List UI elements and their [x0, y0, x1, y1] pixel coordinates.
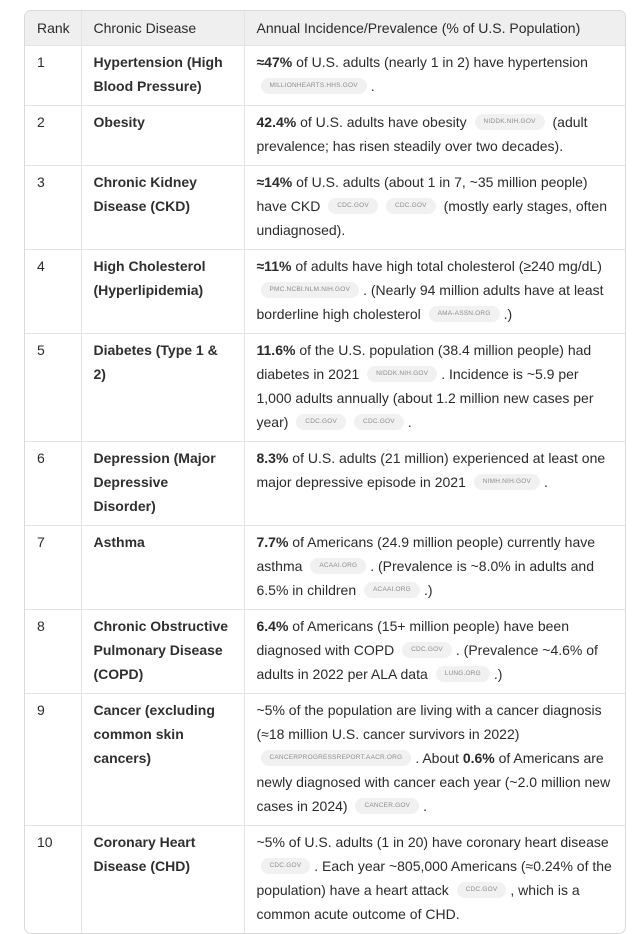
disease-name-cell: Coronary Heart Disease (CHD) — [81, 826, 244, 934]
description-text: , which is a common acute outcome of CHD. — [256, 882, 580, 922]
description-text: of adults have high total cholesterol (≥240 mg/dL) — [291, 258, 602, 274]
source-citation-link[interactable]: CDC.GOV — [354, 414, 404, 430]
description-text: . Incidence is ~5.9 per 1,000 adults annually (about 1.2 million new cases per year) — [256, 366, 594, 430]
prevalence-table-container — [24, 10, 626, 934]
description-text: ~5% of the population are living with a cancer diagnosis (≈18 million U.S. cancer survivors in 2022) — [256, 702, 602, 742]
disease-name-cell: Asthma — [81, 526, 244, 610]
prevalence-figure: 7.7% — [256, 534, 289, 550]
description-text: of the U.S. population (38.4 million people) had diabetes in 2021 — [256, 342, 592, 382]
prevalence-cell — [244, 526, 625, 610]
source-citation-link[interactable]: PMC.NCBI.NLM.NIH.GOV — [261, 282, 360, 298]
rank-cell: 5 — [25, 334, 81, 442]
source-citation-link[interactable]: NIMH.NIH.GOV — [474, 474, 540, 490]
rank-cell: 2 — [25, 106, 81, 166]
rank-cell: 7 — [25, 526, 81, 610]
rank-cell: 6 — [25, 442, 81, 526]
disease-name-cell: Diabetes (Type 1 & 2) — [81, 334, 244, 442]
header-chronic-disease: Chronic Disease — [81, 11, 244, 46]
prevalence-figure: 42.4% — [256, 114, 297, 130]
disease-name-cell: Chronic Obstructive Pulmonary Disease (COPD) — [81, 610, 244, 694]
prevalence-cell — [244, 250, 625, 334]
description-text: of Americans (15+ million people) have been diagnosed with COPD — [256, 618, 569, 658]
table-row — [25, 334, 625, 442]
description-text: .) — [423, 582, 433, 598]
description-text: . About — [415, 750, 463, 766]
prevalence-cell — [244, 334, 625, 442]
table-row — [25, 106, 625, 166]
disease-name-cell: High Cholesterol (Hyperlipidemia) — [81, 250, 244, 334]
source-citation-link[interactable]: NIDDK.NIH.GOV — [475, 114, 545, 130]
description-text: .) — [503, 306, 513, 322]
prevalence-cell — [244, 694, 625, 826]
rank-cell: 9 — [25, 694, 81, 826]
description-text: of U.S. adults have obesity — [296, 114, 471, 130]
description-text: of Americans are newly diagnosed with cancer each year (~2.0 million new cases in 2024) — [256, 750, 611, 814]
source-citation-link[interactable]: LUNG.ORG — [436, 666, 490, 682]
chronic-disease-table — [25, 11, 625, 933]
table-row — [25, 526, 625, 610]
prevalence-cell — [244, 610, 625, 694]
disease-name-cell: Cancer (excluding common skin cancers) — [81, 694, 244, 826]
source-citation-link[interactable]: ACAAI.ORG — [364, 582, 420, 598]
description-text: of U.S. adults (about 1 in 7, ~35 million people) have CKD — [256, 174, 588, 214]
disease-name-cell: Obesity — [81, 106, 244, 166]
prevalence-cell — [244, 46, 625, 106]
prevalence-figure: ≈47% — [256, 54, 293, 70]
source-citation-link[interactable]: CDC.GOV — [402, 642, 452, 658]
prevalence-figure: 0.6% — [462, 750, 495, 766]
disease-name-cell: Hypertension (High Blood Pressure) — [81, 46, 244, 106]
table-body — [25, 46, 625, 934]
source-citation-link[interactable]: CDC.GOV — [328, 198, 378, 214]
rank-cell: 1 — [25, 46, 81, 106]
description-text: . — [370, 78, 375, 94]
header-incidence-prevalence: Annual Incidence/Prevalence (% of U.S. Population) — [244, 11, 625, 46]
prevalence-figure: 6.4% — [256, 618, 289, 634]
rank-cell: 3 — [25, 166, 81, 250]
description-text: of U.S. adults (21 million) experienced at least one major depressive episode in 2021 — [256, 450, 606, 490]
cut-off-footer-text — [24, 894, 624, 904]
table-row — [25, 250, 625, 334]
description-text: . (Nearly 94 million adults have at least borderline high cholesterol — [256, 282, 604, 322]
source-citation-link[interactable]: CDC.GOV — [296, 414, 346, 430]
table-row — [25, 694, 625, 826]
description-text: .) — [493, 666, 503, 682]
description-text: ~5% of U.S. adults (1 in 20) have coronary heart disease — [256, 834, 609, 850]
source-citation-link[interactable]: MILLIONHEARTS.HHS.GOV — [261, 78, 367, 94]
prevalence-figure: ≈11% — [256, 258, 292, 274]
prevalence-figure: 11.6% — [256, 342, 296, 358]
table-row — [25, 610, 625, 694]
rank-cell: 4 — [25, 250, 81, 334]
table-row — [25, 826, 625, 934]
source-citation-link[interactable]: AMA-ASSN.ORG — [429, 306, 500, 322]
table-header-row — [25, 11, 625, 46]
description-text: . Each year ~805,000 Americans (≈0.24% of the population) have a heart attack — [256, 858, 612, 898]
description-text: of Americans (24.9 million people) currently have asthma — [256, 534, 596, 574]
header-rank: Rank — [25, 11, 81, 46]
table-row — [25, 166, 625, 250]
description-text: (mostly early stages, often undiagnosed). — [256, 198, 607, 238]
prevalence-figure: ≈14% — [256, 174, 293, 190]
prevalence-cell — [244, 106, 625, 166]
source-citation-link[interactable]: CANCERPROGRESSREPORT.AACR.ORG — [261, 750, 412, 766]
source-citation-link[interactable]: CDC.GOV — [457, 882, 507, 898]
description-text: (adult prevalence; has risen steadily over two decades). — [256, 114, 588, 154]
description-text: . (Prevalence ~4.6% of adults in 2022 per ALA data — [256, 642, 598, 682]
description-text: . — [407, 414, 412, 430]
prevalence-cell — [244, 826, 625, 934]
disease-name-cell: Depression (Major Depressive Disorder) — [81, 442, 244, 526]
description-text: . — [544, 474, 548, 490]
source-citation-link[interactable]: NIDDK.NIH.GOV — [367, 366, 437, 382]
prevalence-cell — [244, 442, 625, 526]
prevalence-cell — [244, 166, 625, 250]
description-text: . (Prevalence is ~8.0% in adults and 6.5% in children — [256, 558, 594, 598]
rank-cell: 10 — [25, 826, 81, 934]
description-text: . — [423, 798, 428, 814]
rank-cell: 8 — [25, 610, 81, 694]
table-row — [25, 46, 625, 106]
description-text: of U.S. adults (nearly 1 in 2) have hypertension — [292, 54, 588, 70]
source-citation-link[interactable]: ACAAI.ORG — [310, 558, 366, 574]
source-citation-link[interactable]: CDC.GOV — [386, 198, 436, 214]
source-citation-link[interactable]: CDC.GOV — [261, 858, 311, 874]
source-citation-link[interactable]: CANCER.GOV — [355, 798, 419, 814]
prevalence-figure: 8.3% — [256, 450, 289, 466]
table-row — [25, 442, 625, 526]
disease-name-cell: Chronic Kidney Disease (CKD) — [81, 166, 244, 250]
